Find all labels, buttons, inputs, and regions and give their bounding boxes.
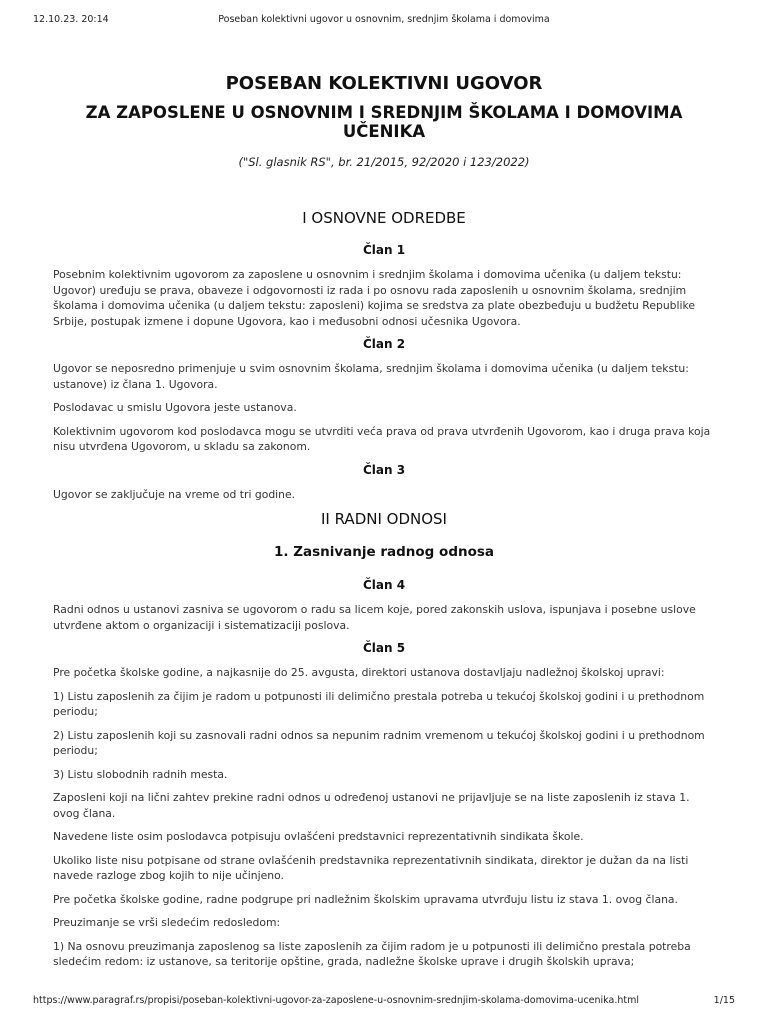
article-5-paragraph: 1) Na osnovu preuzimanja zaposlenog sa liste zaposlenih za čijim radom je u potpunosti ili delimično prestala potreba sledećim redom: iz ustanove, sa teritorije opštine, grada, nadležne školske uprave i drugih školskih uprava;: [53, 939, 691, 968]
section-title-osnovne-odredbe: I OSNOVNE ODREDBE: [302, 209, 466, 227]
subsection-title-zasnivanje: 1. Zasnivanje radnog odnosa: [273, 544, 495, 560]
article-5-paragraph: Ukoliko liste nisu potpisane od strane ovlašćenih predstavnika reprezentativnih sindikata, direktor je dužan da na listi navede razloge zbog kojih to nije učinjeno.: [53, 853, 689, 882]
document-subtitle: ZA ZAPOSLENE U OSNOVNIM I SREDNJIM ŠKOLAMA I DOMOVIMA UČENIKA: [85, 103, 683, 141]
article-heading-1: Član 1: [362, 243, 406, 257]
print-header: [0, 14, 768, 28]
document-content: [53, 72, 715, 978]
article-3-paragraph: Ugovor se zaključuje na vreme od tri godine.: [53, 487, 296, 501]
gazette-reference: ("Sl. glasnik RS", br. 21/2015, 92/2020 i 123/2022): [238, 155, 530, 169]
article-heading-2: Član 2: [362, 337, 406, 351]
article-2-paragraph: Kolektivnim ugovorom kod poslodavca mogu se utvrditi veća prava od prava utvrđenih Ugovorom, kao i druga prava koja nisu utvrđena Ugovorom, u skladu sa zakonom.: [53, 424, 711, 453]
article-heading-5: Član 5: [362, 641, 406, 655]
article-heading-3: Član 3: [362, 462, 406, 477]
section-title-radni-odnosi: II RADNI ODNOSI: [321, 510, 447, 528]
document-title: POSEBAN KOLEKTIVNI UGOVOR: [225, 73, 543, 94]
article-2-paragraph: Ugovor se neposredno primenjuje u svim osnovnim školama, srednjim školama i domovima učenika (u daljem tekstu: ustanove) iz člana 1. Ugovora.: [53, 362, 689, 391]
print-date: 12.10.23. 20:14: [33, 14, 109, 25]
article-5-paragraph: Zaposleni koji na lični zahtev prekine radni odnos u određenoj ustanovi ne prijavljuje se na liste zaposlenih iz stava 1. ovog člana.: [53, 791, 690, 820]
article-5-paragraph: Navedene liste osim poslodavca potpisuju ovlašćeni predstavnici reprezentativnih sindikata škole.: [53, 830, 584, 843]
article-5-paragraph: Pre početka školske godine, radne podgrupe pri nadležnim školskim upravama utvrđuju listu iz stava 1. ovog člana.: [53, 892, 678, 906]
article-2-paragraph: Poslodavac u smislu Ugovora jeste ustanova.: [53, 401, 297, 414]
article-1-paragraph: Posebnim kolektivnim ugovorom za zaposlene u osnovnim i srednjim školama i domovima učenika (u daljem tekstu: Ugovor) uređuju se prava, obaveze i odgovornosti iz rada i po osnovu rada zaposlenih u osnovnim školama, srednjim školama i domovima učenika (u daljem tekstu: zaposleni) kojima se sredstva za plate obezbeđuju u budžetu Republike Srbije, postupak izmene i dopune Ugovora, kao i međusobni odnosi učesnika Ugovora.: [53, 268, 696, 328]
print-header-title: Poseban kolektivni ugovor u osnovnim, srednjim školama i domovima: [218, 14, 550, 25]
article-heading-4: Član 4: [362, 578, 406, 592]
article-5-paragraph: 1) Listu zaposlenih za čijim je radom u potpunosti ili delimično prestala potreba u tekućoj školskoj godini i u prethodnom periodu;: [53, 689, 705, 718]
source-url: https://www.paragraf.rs/propisi/poseban-kolektivni-ugovor-za-zaposlene-u-osnovnim-srednjim-skolama-domovima-ucenika.html: [33, 995, 640, 1006]
article-5-paragraph: 3) Listu slobodnih radnih mesta.: [53, 767, 228, 781]
page-number: 1/15: [713, 995, 735, 1006]
article-5-paragraph: Preuzimanje se vrši sledećim redosledom:: [53, 916, 281, 929]
article-4-paragraph: Radni odnos u ustanovi zasniva se ugovorom o radu sa licem koje, pored zakonskih uslova, ispunjava i posebne uslove utvrđene aktom o organizaciji i sistematizaciji poslova.: [53, 603, 696, 632]
article-5-paragraph: Pre početka školske godine, a najkasnije do 25. avgusta, direktori ustanova dostavljaju nadležnoj školskoj upravi:: [53, 666, 665, 679]
article-5-paragraph: 2) Listu zaposlenih koji su zasnovali radni odnos sa nepunim radnim vremenom u tekućoj školskoj godini i u prethodnom periodu;: [53, 728, 705, 757]
